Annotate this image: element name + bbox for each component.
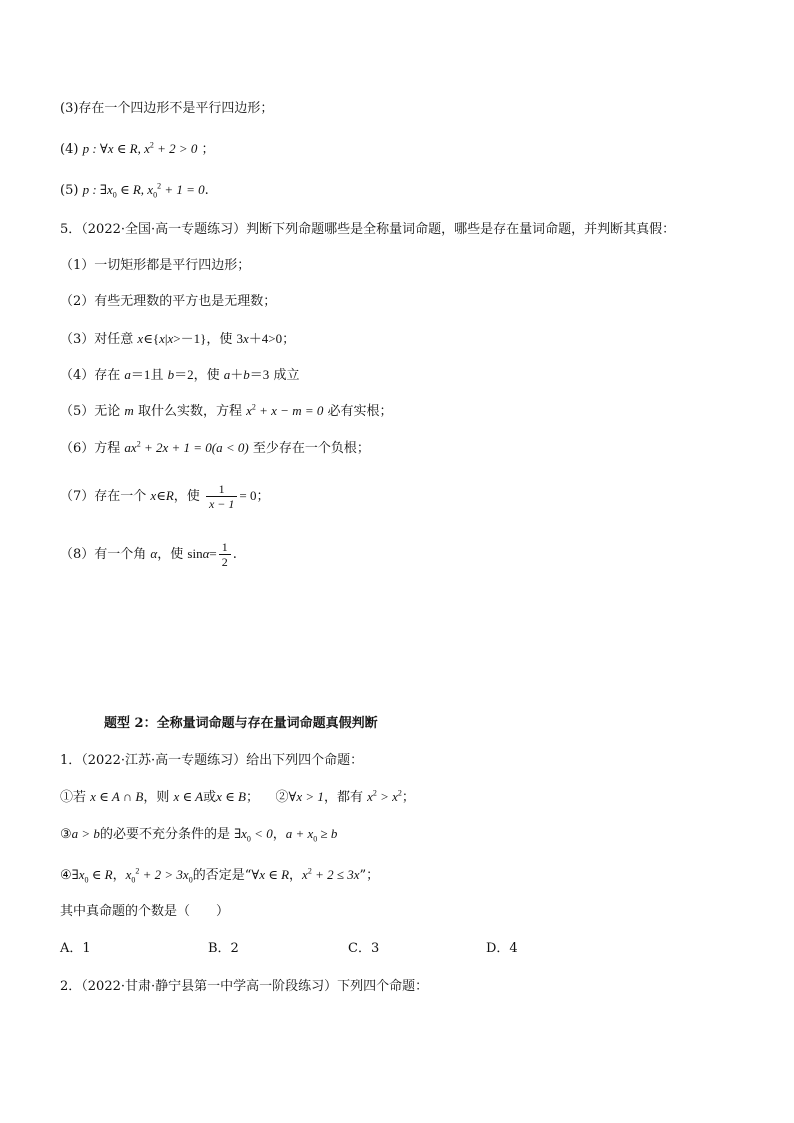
q5-item-6: （6）方程 $ax^2 + 2x + 1 = 0(a < 0)$ 至少存在一个负根； bbox=[60, 439, 370, 456]
q5-item-1: （1）一切矩形都是平行四边形； bbox=[60, 258, 251, 273]
q1-item-4: $④\exists x_0$ ∈ R，$x_0^2 + 2 > 3x_0$的否定是“∀x ∈ R，$x^2 + 2 \le 3x$”； bbox=[60, 866, 380, 885]
formula: p : ∀x ∈ R, $x^2 + 2 > 0$ bbox=[82, 140, 198, 156]
question-5-intro: 5．（2022·全国·高一专题练习）判断下列命题哪些是全称量词命题，哪些是存在量词命题，并判断其真假： bbox=[60, 222, 676, 237]
q5-item-3: （3）对任意 x∈{x|x>－1}，使 3x＋4>0； bbox=[60, 331, 296, 347]
question-1-intro: 1．（2022·江苏·高一专题练习）给出下列四个命题： bbox=[60, 753, 364, 768]
question-2-intro: 2．（2022·甘肃·静宁县第一中学高一阶段练习）下列四个命题： bbox=[60, 979, 429, 994]
q5-item-4: （4）存在 a＝1且 b＝2，使 a＋b＝3 成立 bbox=[60, 367, 300, 383]
q1-items-1-2: ①若 x ∈ A ∩ B，则 x ∈ A或x ∈ B； ②∀x > 1，都有 $x^2 > x^2$； bbox=[60, 788, 415, 805]
choice-d: D．4 bbox=[486, 941, 518, 956]
q5-item-7: （7）存在一个 x∈R，使 $\frac{1}{x - 1}$ = 0； bbox=[60, 482, 270, 511]
q1-item-3: ③a > b的必要不充分条件的是 $\exists x_0 < 0$，$a + x_0 \ge b$ bbox=[60, 826, 338, 844]
q5-item-2: （2）有些无理数的平方也是无理数； bbox=[60, 294, 277, 309]
choice-c: C．3 bbox=[348, 941, 380, 956]
section-heading: 题型 2：全称量词命题与存在量词命题真假判断 bbox=[104, 716, 378, 731]
statement-4: (4) p : ∀x ∈ R, $x^2 + 2 > 0$ ； bbox=[60, 140, 215, 157]
choice-b: B．2 bbox=[208, 941, 239, 956]
q1-question: 其中真命题的个数是（ ） bbox=[60, 904, 230, 919]
statement-3: (3)存在一个四边形不是平行四边形； bbox=[60, 101, 274, 116]
fraction: $\frac{1}{2}$ bbox=[219, 540, 231, 569]
q5-item-5: （5）无论 m 取什么实数，方程 $x^2 + x - m = 0$ 必有实根； bbox=[60, 402, 393, 419]
q5-item-8: （8）有一个角 α，使 sinα= $\frac{1}{2}$ . bbox=[60, 540, 237, 569]
choice-a: A．1 bbox=[60, 941, 91, 956]
statement-5: (5) p : $\exists x_0$ ∈ R, $x_0^2 + 1 = 0$. bbox=[60, 181, 209, 200]
formula: p : $\exists x_0$ ∈ R, $x_0^2 + 1 = 0$ bbox=[82, 181, 205, 200]
fraction: $\frac{1}{x - 1}$ bbox=[206, 482, 237, 511]
